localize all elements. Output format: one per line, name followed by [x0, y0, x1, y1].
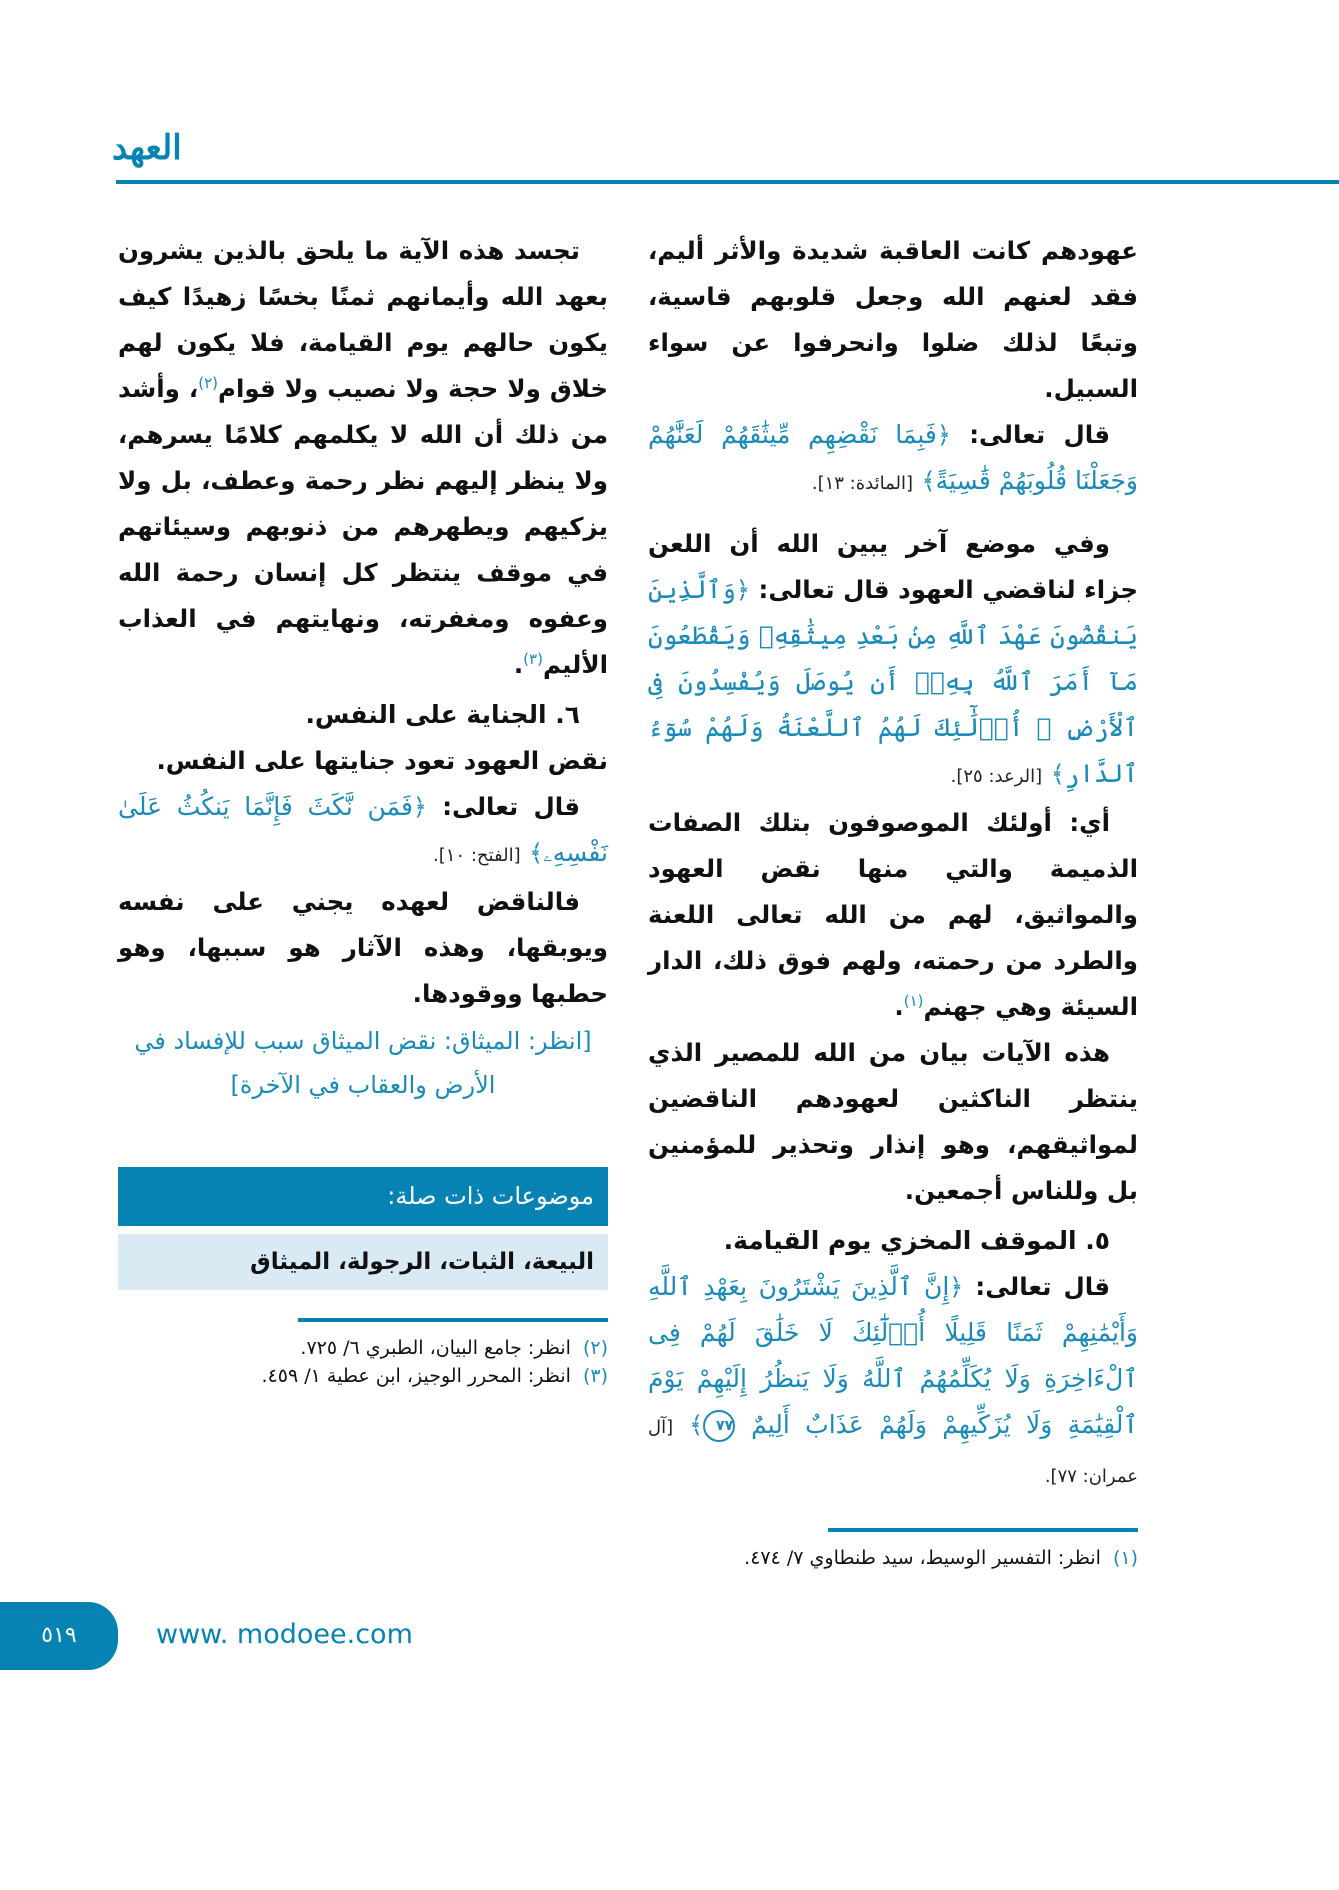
quran-verse: فَمَن نَّكَثَ فَإِنَّمَا يَنكُثُ عَلَىٰ نَفْسِهِۦ — [118, 792, 608, 867]
footnote-number: (٣) — [582, 1365, 608, 1387]
footnotes-left — [118, 1334, 608, 1390]
quran-quote — [118, 784, 608, 879]
paragraph-end: . — [894, 992, 904, 1021]
right-column-body — [648, 228, 1138, 1500]
verse-reference: [المائدة: ١٣]. — [811, 473, 914, 494]
paragraph-text: ، وأشد من ذلك أن الله لا يكلمهم كلامًا يسرهم، ولا ينظر إليهم نظر رحمة وعطف، بل ولا يزكيهم ويطهرهم من ذنوبهم وسيئاتهم في موقف ينتظر كل إنسان رحمة الله وعفوه ومغفرته، ونهايتهم في العذاب الأليم — [118, 374, 608, 679]
footnote-marker[interactable]: (٣) — [523, 649, 543, 668]
page-footer — [0, 1602, 1339, 1722]
footnote-item — [648, 1544, 1138, 1572]
paragraph: نقض العهود تعود جنايتها على النفس. — [156, 746, 608, 775]
footnotes-right-block — [648, 1528, 1138, 1572]
footnote-divider — [298, 1318, 608, 1322]
quran-open-bracket-icon: ﴿ — [412, 793, 427, 821]
see-also-link[interactable]: [انظر: الميثاق: نقض الميثاق سبب للإفساد في الأرض والعقاب في الآخرة] — [134, 1027, 592, 1099]
quran-close-bracket-icon: ﴾ — [689, 1411, 704, 1439]
page-number-badge: ٥١٩ — [0, 1602, 118, 1670]
quote-intro: قال تعالى: — [969, 420, 1110, 449]
footnote-text: انظر: التفسير الوسيط، سيد طنطاوي ٧/ ٤٧٤. — [744, 1547, 1101, 1569]
paragraph-intro: وفي موضع آخر يبين الله أن اللعن جزاء لناقضي العهود قال تعالى: — [648, 529, 1138, 604]
paragraph: فالناقض لعهده يجني على نفسه ويوبقها، وهذه الآثار هو سببها، وهو حطبها ووقودها. — [118, 887, 608, 1008]
related-topics-list[interactable]: البيعة، الثبات، الرجولة، الميثاق — [118, 1234, 608, 1290]
footnote-divider — [828, 1528, 1138, 1532]
footnotes-left-block — [118, 1318, 608, 1390]
paragraph-text: أي: أولئك الموصوفون بتلك الصفات الذميمة والتي منها نقض العهود والمواثيق، لهم من الله تعالى اللعنة والطرد من رحمته، ولهم فوق ذلك، الدار السيئة وهي جهنم — [648, 808, 1138, 1021]
ayah-number-icon: ٧٧ — [703, 1410, 735, 1442]
paragraph — [118, 228, 608, 688]
quran-open-bracket-icon: ﴿ — [936, 421, 951, 449]
quran-open-bracket-icon: ﴿ — [735, 576, 750, 604]
quran-quote — [648, 412, 1138, 507]
paragraph: عهودهم كانت العاقبة شديدة والأثر أليم، فقد لعنهم الله وجعل قلوبهم قاسية، وتبعًا لذلك ضلوا وانحرفوا عن سواء السبيل. — [648, 236, 1138, 403]
related-topics-box — [118, 1167, 608, 1290]
website-link[interactable]: www. modoee.com — [156, 1619, 413, 1650]
left-column-body — [118, 228, 608, 1107]
quran-quote — [648, 521, 1138, 800]
footnote-text: انظر: المحرر الوجيز، ابن عطية ١/ ٤٥٩. — [261, 1365, 571, 1387]
footnote-item — [118, 1362, 608, 1390]
page-title: العهد — [112, 128, 182, 168]
footnote-text: انظر: جامع البيان، الطبري ٦/ ٧٢٥. — [300, 1337, 571, 1359]
section-heading: ٦. الجناية على النفس. — [305, 700, 580, 729]
right-column — [648, 228, 1138, 1572]
related-topics-heading: موضوعات ذات صلة: — [118, 1167, 608, 1226]
paragraph — [648, 800, 1138, 1030]
quran-quote — [648, 1264, 1138, 1500]
quote-intro: قال تعالى: — [975, 1272, 1111, 1301]
footnote-marker[interactable]: (٢) — [198, 373, 218, 392]
footnote-number: (٢) — [582, 1337, 608, 1359]
verse-reference: [الفتح: ١٠]. — [433, 845, 521, 866]
verse-reference: [آل عمران: ٧٧]. — [648, 1417, 1138, 1487]
quran-verse: فَبِمَا نَقْضِهِم مِّيثَٰقَهُمْ لَعَنَّٰهُمْ وَجَعَلْنَا قُلُوبَهُمْ قَٰسِيَةً — [648, 420, 1138, 495]
columns — [118, 0, 1138, 1572]
footnote-item — [118, 1334, 608, 1362]
paragraph-end: . — [513, 650, 524, 679]
footnote-number: (١) — [1112, 1547, 1138, 1569]
quran-close-bracket-icon: ﴾ — [921, 467, 936, 495]
quran-verse: وَٱلَّذِينَ يَنقُضُونَ عَهْدَ ٱللَّهِ مِنۢ بَعْدِ مِيثَٰقِهِۦ وَيَقْطَعُونَ مَآ أَمَرَ ٱللَّهُ بِهِۦٓ أَن يُوصَلَ وَيُفْسِدُونَ فِى ٱلْأَرْضِ ۙ أُو۟لَٰٓئِكَ لَهُمُ ٱللَّعْنَةُ وَلَهُمْ سُوٓءُ ٱلدَّارِ — [648, 575, 1138, 788]
quote-intro: قال تعالى: — [442, 792, 580, 821]
quran-verse: إِنَّ ٱلَّذِينَ يَشْتَرُونَ بِعَهْدِ ٱللَّهِ وَأَيْمَٰنِهِمْ ثَمَنًا قَلِيلًا أُو۟لَٰٓئِكَ لَا خَلَٰقَ لَهُمْ فِى ٱلْءَاخِرَةِ وَلَا يُكَلِّمُهُمُ ٱللَّهُ وَلَا يَنظُرُ إِلَيْهِمْ يَوْمَ ٱلْقِيَٰمَةِ وَلَا يُزَكِّيهِمْ وَلَهُمْ عَذَابٌ أَلِيمٌ — [648, 1272, 1139, 1439]
quran-open-bracket-icon: ﴿ — [949, 1273, 964, 1301]
section-heading: ٥. الموقف المخزي يوم القيامة. — [723, 1226, 1110, 1255]
quran-close-bracket-icon: ﴾ — [529, 839, 544, 867]
paragraph: هذه الآيات بيان من الله للمصير الذي ينتظر الناكثين لعهودهم الناقضين لمواثيقهم، وهو إنذار وتحذير للمؤمنين بل وللناس أجمعين. — [648, 1038, 1138, 1205]
footnotes-right — [648, 1544, 1138, 1572]
quran-close-bracket-icon: ﴾ — [1050, 760, 1065, 788]
left-column — [118, 228, 608, 1390]
footnote-marker[interactable]: (١) — [903, 991, 924, 1010]
paragraph-text: تجسد هذه الآية ما يلحق بالذين يشرون بعهد الله وأيمانهم ثمنًا بخسًا زهيدًا كيف يكون حالهم يوم القيامة، فلا يكون لهم خلاق ولا حجة ولا نصيب ولا قوام — [118, 236, 608, 403]
verse-reference: [الرعد: ٢٥]. — [950, 766, 1043, 787]
